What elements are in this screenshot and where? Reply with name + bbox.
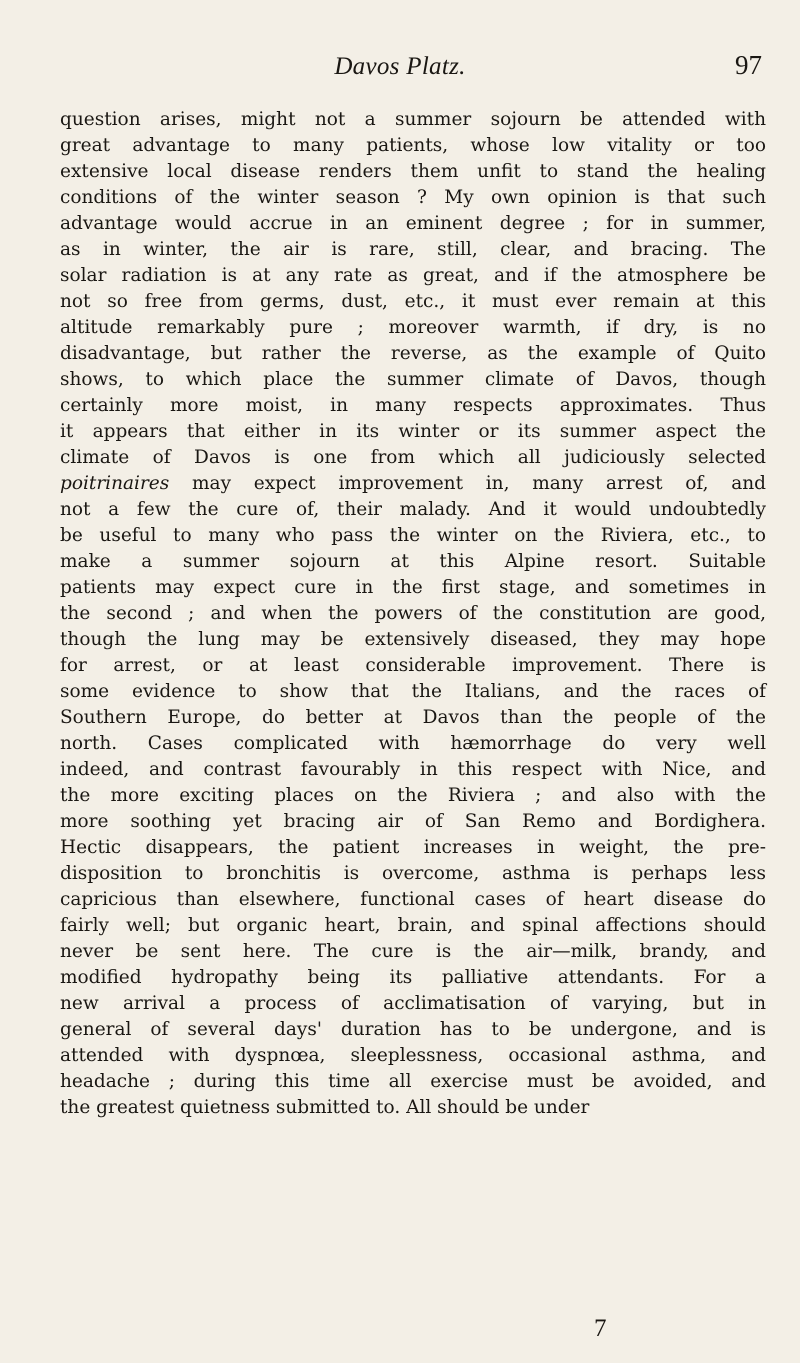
text-line: attended with dyspnœa, sleeplessness, occasional asthma, and bbox=[60, 1045, 766, 1066]
text-line: conditions of the winter season ? My own opinion is that such bbox=[60, 187, 766, 208]
text-line: not a few the cure of, their malady. And it would undoubtedly bbox=[60, 499, 766, 520]
text-line: the more exciting places on the Riviera ; and also with the bbox=[60, 785, 766, 806]
signature-mark: 7 bbox=[594, 1315, 607, 1342]
text-line: patients may expect cure in the first stage, and sometimes in bbox=[60, 577, 766, 598]
text-line: disadvantage, but rather the reverse, as the example of Quito bbox=[60, 343, 766, 364]
text-line: it appears that either in its winter or its summer aspect the bbox=[60, 421, 766, 442]
text-line: solar radiation is at any rate as great, and if the atmosphere be bbox=[60, 265, 766, 286]
text-line: climate of Davos is one from which all judiciously selected bbox=[60, 447, 766, 468]
text-line: Southern Europe, do better at Davos than the people of the bbox=[60, 707, 766, 728]
running-title: Davos Platz. bbox=[334, 53, 466, 80]
text-line: advantage would accrue in an eminent degree ; for in summer, bbox=[60, 213, 766, 234]
text-line: the greatest quietness submitted to. All should be under bbox=[60, 1097, 590, 1118]
text-line: never be sent here. The cure is the air—milk, brandy, and bbox=[60, 941, 766, 962]
text-line: make a summer sojourn at this Alpine resort. Suitable bbox=[60, 551, 766, 572]
text-line: modified hydropathy being its palliative attendants. For a bbox=[60, 967, 766, 988]
text-line: the second ; and when the powers of the constitution are good, bbox=[60, 603, 766, 624]
text-line: general of several days' duration has to be undergone, and is bbox=[60, 1019, 766, 1040]
text-line: altitude remarkably pure ; moreover warmth, if dry, is no bbox=[60, 317, 766, 338]
text-line: not so free from germs, dust, etc., it must ever remain at this bbox=[60, 291, 766, 312]
text-line: extensive local disease renders them unfit to stand the healing bbox=[60, 161, 766, 182]
page-number: 97 bbox=[735, 50, 762, 80]
text-line: headache ; during this time all exercise must be avoided, and bbox=[60, 1071, 766, 1092]
text-line: some evidence to show that the Italians, and the races of bbox=[60, 681, 766, 702]
text-line: poitrinaires may expect improvement in, many arrest of, and bbox=[60, 473, 766, 494]
text-line: be useful to many who pass the winter on the Riviera, etc., to bbox=[60, 525, 766, 546]
text-line: indeed, and contrast favourably in this respect with Nice, and bbox=[60, 759, 766, 780]
text-line: shows, to which place the summer climate of Davos, though bbox=[60, 369, 766, 390]
text-line: north. Cases complicated with hæmorrhage do very well bbox=[60, 733, 766, 754]
text-line: Hectic disappears, the patient increases in weight, the pre- bbox=[60, 837, 766, 858]
text-line: new arrival a process of acclimatisation of varying, but in bbox=[60, 993, 766, 1014]
body-text bbox=[60, 107, 766, 1121]
text-line: for arrest, or at least considerable improvement. There is bbox=[60, 655, 766, 676]
text-line: though the lung may be extensively diseased, they may hope bbox=[60, 629, 766, 650]
text-line: as in winter, the air is rare, still, clear, and bracing. The bbox=[60, 239, 766, 260]
text-line: disposition to bronchitis is overcome, asthma is perhaps less bbox=[60, 863, 766, 884]
text-line: certainly more moist, in many respects approximates. Thus bbox=[60, 395, 766, 416]
text-line: capricious than elsewhere, functional cases of heart disease do bbox=[60, 889, 766, 910]
text-line: more soothing yet bracing air of San Remo and Bordighera. bbox=[60, 811, 766, 832]
text-line: great advantage to many patients, whose low vitality or too bbox=[60, 135, 766, 156]
text-line: question arises, might not a summer sojourn be attended with bbox=[60, 109, 766, 130]
text-line: fairly well; but organic heart, brain, and spinal affections should bbox=[60, 915, 766, 936]
